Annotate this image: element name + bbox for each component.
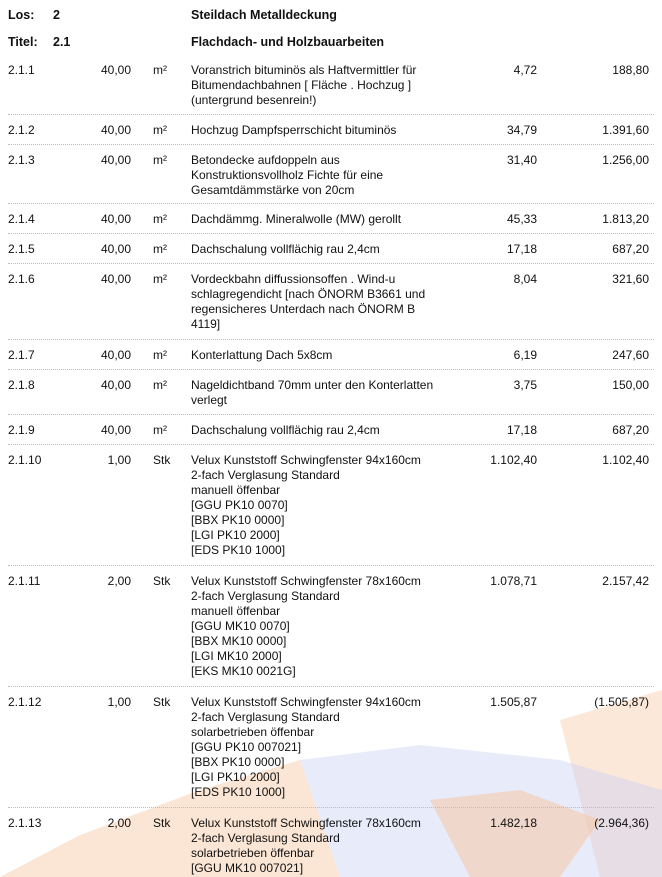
description-line: manuell öffenbar [191, 604, 281, 618]
description-line: Betondecke aufdoppeln aus [191, 153, 340, 167]
description-line: 2-fach Verglasung Standard [191, 831, 340, 845]
unit: m² [153, 272, 167, 286]
quantity: 40,00 [100, 272, 131, 286]
row-separator [8, 114, 654, 115]
titel-header [0, 35, 662, 53]
unit: Stk [153, 816, 171, 830]
total-price: 247,60 [612, 348, 649, 362]
position-number: 2.1.6 [8, 272, 35, 286]
description-line: manuell öffenbar [191, 483, 281, 497]
description [191, 453, 481, 558]
table-row [0, 348, 662, 363]
total-price: (2.964,36) [594, 816, 649, 830]
row-separator [8, 565, 654, 566]
table-row [0, 695, 662, 800]
unit: m² [153, 212, 167, 226]
description-line: Dachschalung vollflächig rau 2,4cm [191, 242, 380, 256]
unit-price: 4,72 [513, 63, 537, 77]
unit-price: 17,18 [506, 242, 537, 256]
position-number: 2.1.7 [8, 348, 35, 362]
table-row [0, 123, 662, 138]
table-row [0, 242, 662, 257]
unit: m² [153, 348, 167, 362]
unit-price: 8,04 [513, 272, 537, 286]
description-line: Gesamtdämmstärke von 20cm [191, 183, 355, 197]
description-line: (untergrund besenrein!) [191, 93, 317, 107]
quantity: 40,00 [100, 212, 131, 226]
description-line: Velux Kunststoff Schwingfenster 94x160cm [191, 453, 421, 467]
description [191, 816, 481, 876]
unit-price: 34,79 [506, 123, 537, 137]
quantity: 1,00 [107, 453, 131, 467]
description-line: [BBX PK10 0000] [191, 513, 285, 527]
total-price: 1.256,00 [602, 153, 649, 167]
los-title: Steildach Metalldeckung [191, 8, 337, 22]
titel-title: Flachdach- und Holzbauarbeiten [191, 35, 385, 49]
unit: m² [153, 242, 167, 256]
description-line: Velux Kunststoff Schwingfenster 78x160cm [191, 816, 421, 830]
total-price: 687,20 [612, 423, 649, 437]
description-line: [LGI MK10 2000] [191, 649, 282, 663]
total-price: 1.813,20 [602, 212, 649, 226]
description-line: Dachschalung vollflächig rau 2,4cm [191, 423, 380, 437]
row-separator [8, 686, 654, 687]
description-line: [GGU PK10 007021] [191, 740, 302, 754]
position-number: 2.1.13 [8, 816, 42, 830]
description-line: [BBX MK10 0000] [191, 634, 287, 648]
titel-value: 2.1 [53, 35, 71, 49]
table-row [0, 453, 662, 558]
total-price: 687,20 [612, 242, 649, 256]
description-line: Voranstrich bituminös als Haftvermittler für [191, 63, 417, 77]
total-price: 1.102,40 [602, 453, 649, 467]
table-row [0, 378, 662, 408]
table-row [0, 63, 662, 108]
quantity: 40,00 [100, 242, 131, 256]
description-line: [EDS PK10 1000] [191, 543, 286, 557]
unit-price: 6,19 [513, 348, 537, 362]
description-line: [GGU MK10 0070] [191, 619, 290, 633]
description-line: [EDS PK10 1000] [191, 785, 286, 799]
unit: m² [153, 63, 167, 77]
row-separator [8, 807, 654, 808]
description-line: [GGU MK10 007021] [191, 861, 304, 875]
unit-price: 31,40 [506, 153, 537, 167]
description-line: [LGI PK10 2000] [191, 528, 280, 542]
position-number: 2.1.10 [8, 453, 42, 467]
unit-price: 45,33 [506, 212, 537, 226]
position-number: 2.1.2 [8, 123, 35, 137]
description-line: Dachdämmg. Mineralwolle (MW) gerollt [191, 212, 402, 226]
row-separator [8, 233, 654, 234]
los-label: Los: [8, 8, 35, 22]
position-number: 2.1.9 [8, 423, 35, 437]
unit: m² [153, 378, 167, 392]
unit: Stk [153, 574, 171, 588]
position-number: 2.1.8 [8, 378, 35, 392]
unit-price: 3,75 [513, 378, 537, 392]
description-line: 2-fach Verglasung Standard [191, 468, 340, 482]
description-line: Nageldichtband 70mm unter den Konterlatten [191, 378, 434, 392]
table-row [0, 272, 662, 332]
titel-label: Titel: [8, 35, 38, 49]
unit-price: 17,18 [506, 423, 537, 437]
unit: Stk [153, 695, 171, 709]
description [191, 423, 481, 438]
los-value: 2 [53, 8, 60, 22]
quantity: 40,00 [100, 423, 131, 437]
row-separator [8, 369, 654, 370]
description-line: [EKS MK10 0021G] [191, 664, 296, 678]
position-number: 2.1.1 [8, 63, 35, 77]
description [191, 272, 481, 332]
unit: m² [153, 123, 167, 137]
position-number: 2.1.12 [8, 695, 42, 709]
quantity: 40,00 [100, 378, 131, 392]
table-row [0, 153, 662, 198]
quantity: 40,00 [100, 153, 131, 167]
description [191, 153, 481, 198]
position-number: 2.1.11 [8, 574, 41, 588]
description-line: Velux Kunststoff Schwingfenster 94x160cm [191, 695, 421, 709]
description [191, 63, 481, 108]
table-row [0, 423, 662, 438]
description-line: Bitumendachbahnen [ Fläche . Hochzug ] [191, 78, 412, 92]
description [191, 123, 481, 138]
quantity: 1,00 [107, 695, 131, 709]
table-row [0, 212, 662, 227]
unit-price: 1.078,71 [490, 574, 537, 588]
unit-price: 1.482,18 [490, 816, 537, 830]
unit: Stk [153, 453, 171, 467]
description-line: Vordeckbahn diffussionsoffen . Wind-u [191, 272, 396, 286]
description-line: [GGU PK10 0070] [191, 498, 288, 512]
description [191, 348, 481, 363]
description [191, 242, 481, 257]
description-line: 2-fach Verglasung Standard [191, 710, 340, 724]
description-line: [BBX PK10 0000] [191, 755, 285, 769]
row-separator [8, 203, 654, 204]
unit: m² [153, 153, 167, 167]
row-separator [8, 414, 654, 415]
total-price: 321,60 [612, 272, 649, 286]
position-number: 2.1.3 [8, 153, 35, 167]
description [191, 574, 481, 679]
position-number: 2.1.4 [8, 212, 35, 226]
description-line: Konstruktionsvollholz Fichte für eine [191, 168, 384, 182]
description-line: solarbetrieben öffenbar [191, 725, 315, 739]
table-row [0, 816, 662, 876]
description-line: regensicheres Unterdach nach ÖNORM B [191, 302, 416, 316]
description-line: Konterlattung Dach 5x8cm [191, 348, 333, 362]
quantity: 40,00 [100, 348, 131, 362]
position-number: 2.1.5 [8, 242, 35, 256]
total-price: 150,00 [612, 378, 649, 392]
description-line: Velux Kunststoff Schwingfenster 78x160cm [191, 574, 421, 588]
unit: m² [153, 423, 167, 437]
row-separator [8, 144, 654, 145]
total-price: 188,80 [612, 63, 649, 77]
row-separator [8, 263, 654, 264]
quantity: 40,00 [100, 63, 131, 77]
total-price: 2.157,42 [602, 574, 649, 588]
row-separator [8, 339, 654, 340]
unit-price: 1.505,87 [490, 695, 537, 709]
quantity: 2,00 [107, 574, 131, 588]
unit-price: 1.102,40 [490, 453, 537, 467]
description-line: schlagregendicht [nach ÖNORM B3661 und [191, 287, 426, 301]
description-line: solarbetrieben öffenbar [191, 846, 315, 860]
description [191, 695, 481, 800]
description-line: [LGI PK10 2000] [191, 770, 280, 784]
quantity: 40,00 [100, 123, 131, 137]
description-line: 4119] [191, 317, 221, 331]
description [191, 378, 481, 408]
description-line: verlegt [191, 393, 228, 407]
table-row [0, 574, 662, 679]
row-separator [8, 444, 654, 445]
description [191, 212, 481, 227]
total-price: 1.391,60 [602, 123, 649, 137]
description-line: 2-fach Verglasung Standard [191, 589, 340, 603]
total-price: (1.505,87) [594, 695, 649, 709]
los-header [0, 8, 662, 26]
quantity: 2,00 [107, 816, 131, 830]
description-line: Hochzug Dampfsperrschicht bituminös [191, 123, 397, 137]
